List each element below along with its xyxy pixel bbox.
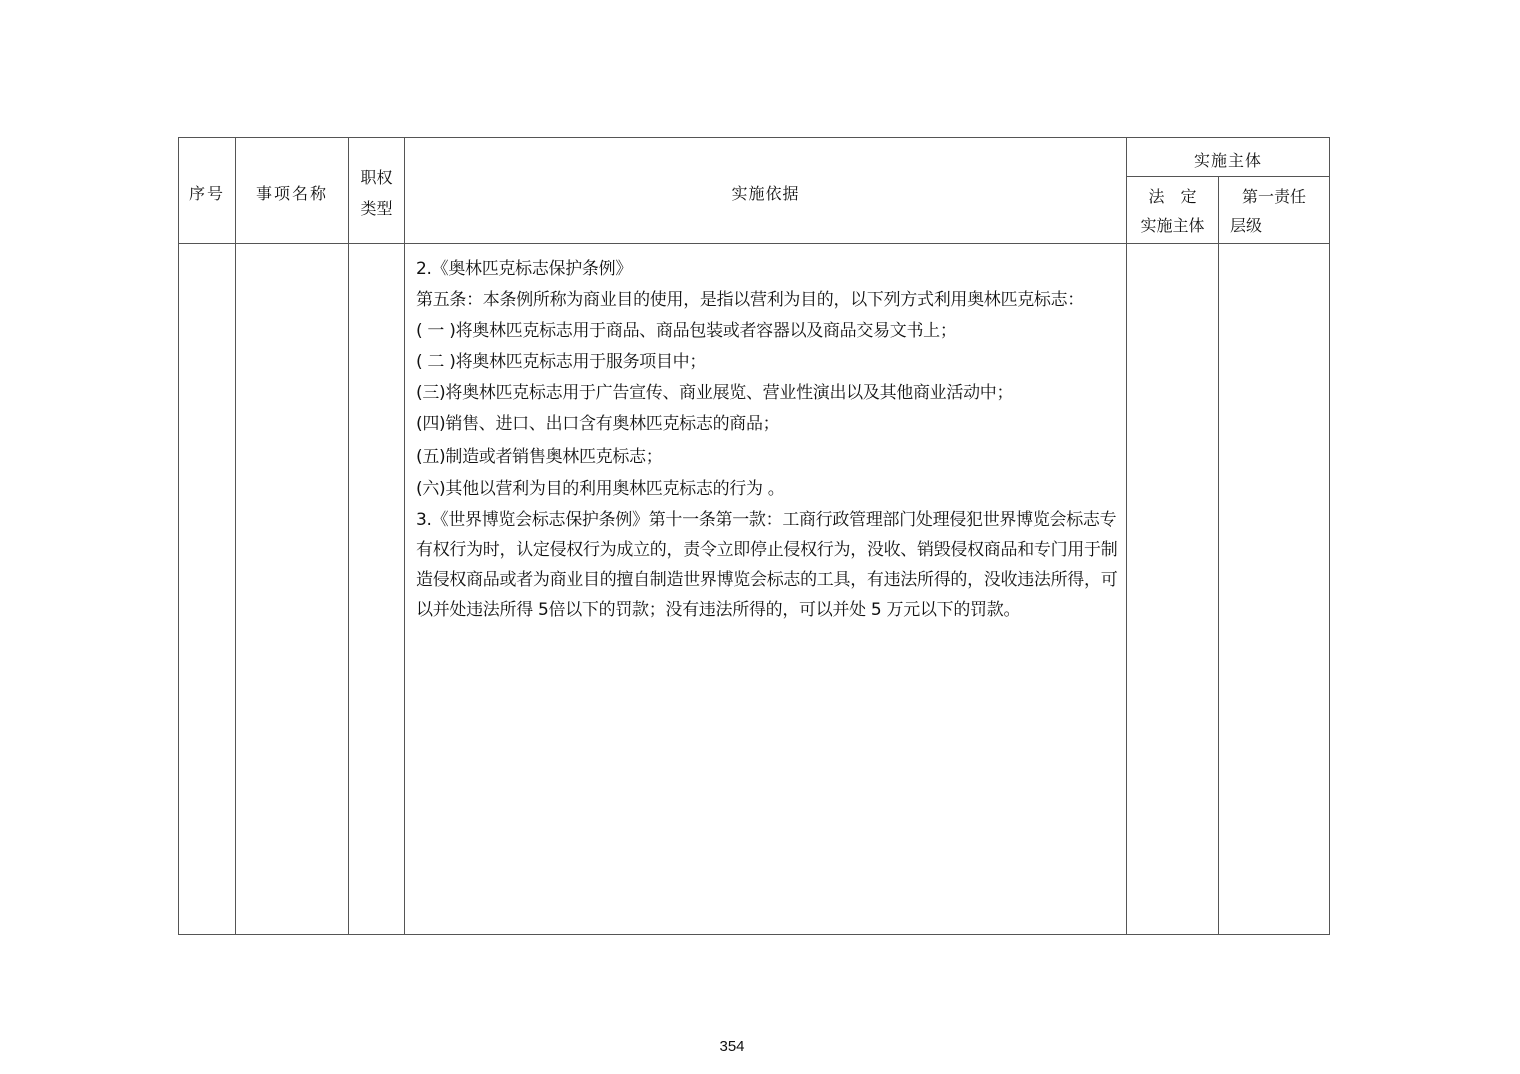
header-subject-group: 实施主体 <box>1193 151 1262 170</box>
basis-paragraph: 第五条：本条例所称为商业目的使用，是指以营利为目的，以下列方式利用奥林匹克标志： <box>416 290 1084 310</box>
col-divider-2 <box>348 137 349 935</box>
header-power-type-line1: 职权 <box>360 168 393 187</box>
basis-paragraph: (五)制造或者销售奥林匹克标志； <box>416 447 663 467</box>
basis-cell-text <box>416 254 1120 625</box>
header-bottom-border <box>178 243 1330 244</box>
header-power-type-line2: 类型 <box>360 199 393 218</box>
col-divider-5 <box>1218 176 1219 935</box>
header-first-responsible-line1: 第一责任 <box>1241 187 1306 206</box>
col-divider-1 <box>235 137 236 935</box>
page-number: 354 <box>719 1038 745 1055</box>
table-top-border <box>178 137 1330 138</box>
table-right-border <box>1329 137 1330 935</box>
header-first-responsible-line2: 层级 <box>1230 216 1263 235</box>
basis-paragraph: (三)将奥林匹克标志用于广告宣传、商业展览、营业性演出以及其他商业活动中； <box>416 383 1014 403</box>
col-divider-3 <box>404 137 405 935</box>
header-item-name: 事项名称 <box>255 184 328 203</box>
header-seq: 序号 <box>188 184 225 203</box>
header-legal-subject-line1: 法 定 <box>1148 187 1197 206</box>
header-legal-subject-line2: 实施主体 <box>1140 216 1205 235</box>
basis-paragraph: 2.《奥林匹克标志保护条例》 <box>416 259 633 279</box>
header-basis: 实施依据 <box>731 184 800 203</box>
basis-paragraph: ( 一 )将奥林匹克标志用于商品、商品包装或者容器以及商品交易文书上； <box>416 321 957 341</box>
basis-paragraph: (四)销售、进口、出口含有奥林匹克标志的商品； <box>416 414 780 434</box>
basis-paragraph: ( 二 )将奥林匹克标志用于服务项目中； <box>416 352 707 372</box>
basis-paragraph: 3.《世界博览会标志保护条例》第十一条第一款：工商行政管理部门处理侵犯世界博览会标志专有权行为时，认定侵权行为成立的，责令立即停止侵权行为，没收、销毁侵权商品和专门用于制造侵权商品或者为商业目的擅自制造世界博览会标志的工具，有违法所得的，没收违法所得，可以并处违法所得 5倍以下的罚款；没有违法所得的，可以并处 5 万元以下的罚款。 <box>416 510 1118 620</box>
table-left-border <box>178 137 179 935</box>
subject-header-divider <box>1126 176 1330 177</box>
col-divider-4 <box>1126 137 1127 935</box>
table-bottom-border <box>178 934 1330 935</box>
basis-paragraph: (六)其他以营利为目的利用奥林匹克标志的行为 。 <box>416 479 785 499</box>
